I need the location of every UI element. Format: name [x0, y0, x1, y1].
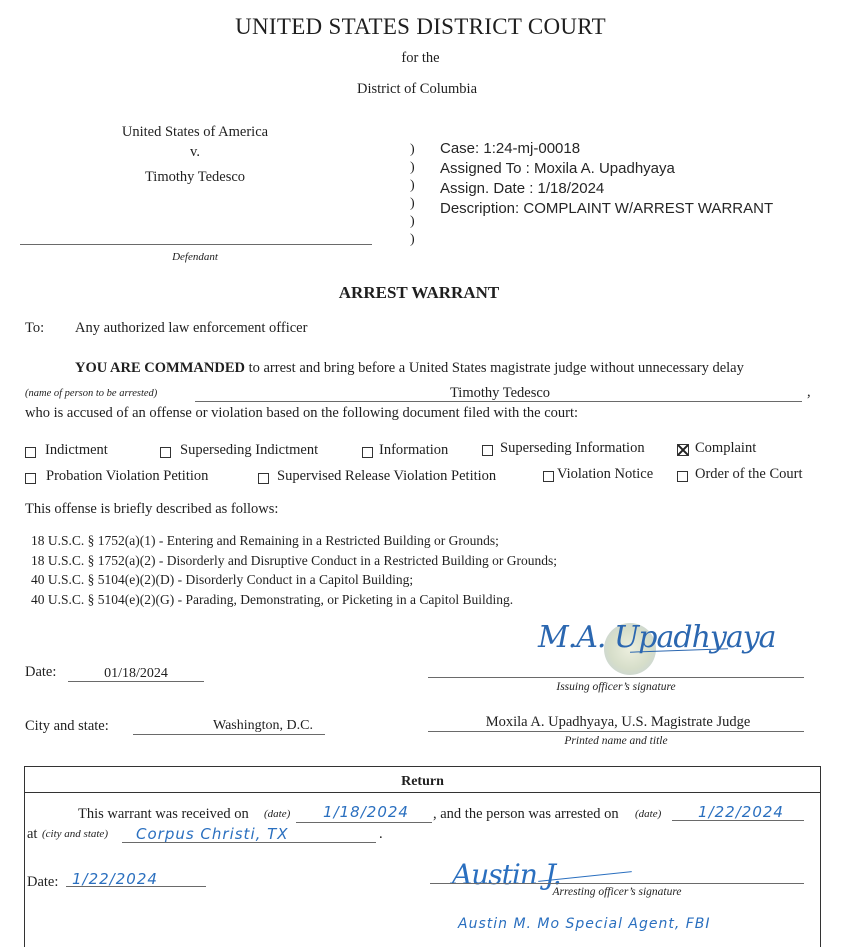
court-title: UNITED STATES DISTRICT COURT	[235, 14, 606, 39]
arrested-date-rule	[672, 820, 804, 821]
defendant-rule	[20, 244, 372, 245]
doc-superseding-indictment[interactable]	[160, 442, 318, 459]
offense-item: 40 U.S.C. § 5104(e)(2)(D) - Disorderly Conduct in a Capitol Building;	[31, 572, 414, 587]
doc-probation-violation[interactable]	[25, 468, 208, 485]
arrest-city-rule	[122, 842, 376, 843]
case-description: Description: COMPLAINT W/ARREST WARRANT	[440, 200, 774, 217]
to-recipient: Any authorized law enforcement officer	[75, 320, 308, 336]
caption-paren: )	[410, 160, 415, 175]
commanded-text	[75, 360, 744, 377]
person-name: Timothy Tedesco	[449, 385, 551, 401]
arrested-text: , and the person was arrested on	[433, 806, 619, 822]
caption-paren: )	[410, 214, 415, 229]
city-label: City and state:	[25, 718, 109, 734]
caption-paren: )	[410, 178, 415, 193]
received-date-hint: (date)	[264, 808, 291, 820]
arresting-signature: Austin J.	[452, 858, 561, 891]
doc-order-of-court[interactable]	[677, 466, 803, 483]
arresting-printed-name: Austin M. Mo Special Agent, FBI	[458, 916, 711, 932]
received-date-value: 1/18/2024	[323, 803, 409, 821]
checkbox-box[interactable]	[362, 447, 373, 458]
arrest-city-value: Corpus Christi, TX	[136, 825, 289, 843]
defendant-label: Defendant	[172, 251, 218, 263]
district-name: District of Columbia	[356, 81, 477, 97]
commanded-bold: YOU ARE COMMANDED	[75, 360, 245, 376]
checkbox-label: Violation Notice	[557, 466, 654, 482]
issuing-label: Issuing officer’s signature	[556, 681, 676, 693]
arrested-date-value: 1/22/2024	[698, 803, 784, 821]
return-date-label: Date:	[27, 874, 59, 890]
caption-paren: )	[410, 196, 415, 211]
to-label: To:	[25, 320, 45, 336]
offense-intro: This offense is briefly described as follows:	[25, 501, 279, 517]
case-stamp	[440, 139, 773, 219]
plaintiff-name: United States of America	[121, 124, 269, 140]
check-x-icon	[678, 445, 688, 455]
case-assign-date: Assign. Date : 1/18/2024	[440, 180, 605, 197]
offense-item: 18 U.S.C. § 1752(a)(1) - Entering and Remaining in a Restricted Building or Grounds;	[31, 533, 499, 548]
doc-information[interactable]	[362, 442, 448, 459]
issuing-rule	[428, 677, 804, 678]
person-label: (name of person to be arrested)	[25, 388, 158, 399]
checkbox-label: Superseding Indictment	[180, 442, 319, 458]
caption-paren: )	[410, 142, 415, 157]
checkbox-box[interactable]	[543, 471, 554, 482]
printed-name: Moxila A. Upadhyaya, U.S. Magistrate Judge	[485, 714, 751, 730]
defendant-name: Timothy Tedesco	[144, 169, 246, 185]
case-assigned-to: Assigned To : Moxila A. Upadhyaya	[440, 160, 675, 177]
city-rule	[133, 734, 325, 735]
received-date-rule	[296, 822, 432, 823]
printed-label: Printed name and title	[564, 735, 668, 747]
offense-item: 40 U.S.C. § 5104(e)(2)(G) - Parading, Demonstrating, or Picketing in a Capitol Building.	[31, 591, 514, 607]
doc-supervised-release[interactable]	[258, 468, 496, 485]
commanded-rest: to arrest and bring before a United States magistrate judge without unnecessary delay	[248, 360, 744, 376]
versus-label: v.	[190, 144, 200, 160]
issue-date-rule	[68, 681, 204, 682]
checkbox-box[interactable]	[25, 447, 36, 458]
checkbox-box[interactable]	[482, 445, 493, 456]
checkbox-label: Order of the Court	[695, 466, 803, 482]
return-header	[25, 767, 820, 793]
doc-superseding-information[interactable]	[482, 440, 645, 457]
for-the-label: for the	[401, 50, 440, 66]
caption-paren: )	[410, 232, 415, 247]
doc-complaint[interactable]	[677, 440, 756, 457]
case-number: Case: 1:24-mj-00018	[440, 140, 581, 157]
checkbox-label: Probation Violation Petition	[46, 468, 209, 484]
checkbox-box[interactable]	[160, 447, 171, 458]
checkbox-box[interactable]	[25, 473, 36, 484]
arresting-label: Arresting officer’s signature	[552, 886, 682, 898]
issue-date-label: Date:	[25, 664, 57, 680]
offense-list	[31, 531, 557, 609]
doc-violation-notice[interactable]	[543, 466, 653, 483]
accused-text: who is accused of an offense or violation based on the following document filed with the court:	[25, 405, 579, 421]
city-value: Washington, D.C.	[213, 718, 313, 733]
return-date-value: 1/22/2024	[72, 870, 158, 888]
arrested-date-hint: (date)	[635, 808, 662, 820]
printed-rule	[428, 731, 804, 732]
checkbox-label: Supervised Release Violation Petition	[277, 468, 497, 484]
received-text: This warrant was received on	[78, 806, 249, 822]
checkbox-label: Information	[379, 442, 449, 458]
checkbox-box-checked[interactable]	[677, 444, 689, 456]
issue-date-value: 01/18/2024	[104, 666, 168, 681]
warrant-heading: ARREST WARRANT	[338, 283, 500, 302]
person-rule	[195, 401, 802, 402]
offense-item: 18 U.S.C. § 1752(a)(2) - Disorderly and Disruptive Conduct in a Restricted Building or Grounds;	[31, 552, 558, 568]
arrest-city-period: .	[379, 826, 383, 842]
return-date-rule	[66, 886, 206, 887]
person-comma: ,	[807, 384, 811, 400]
city-state-hint: (city and state)	[42, 828, 108, 840]
at-label: at	[27, 826, 38, 842]
doc-indictment[interactable]	[25, 442, 108, 459]
checkbox-box[interactable]	[258, 473, 269, 484]
checkbox-label: Superseding Information	[500, 440, 645, 456]
issuing-signature: M.A. Upadhyaya	[538, 620, 776, 655]
arresting-rule	[430, 883, 804, 884]
checkbox-box[interactable]	[677, 471, 688, 482]
checkbox-label: Indictment	[45, 442, 108, 458]
checkbox-label: Complaint	[695, 440, 757, 456]
return-heading: Return	[401, 774, 444, 789]
